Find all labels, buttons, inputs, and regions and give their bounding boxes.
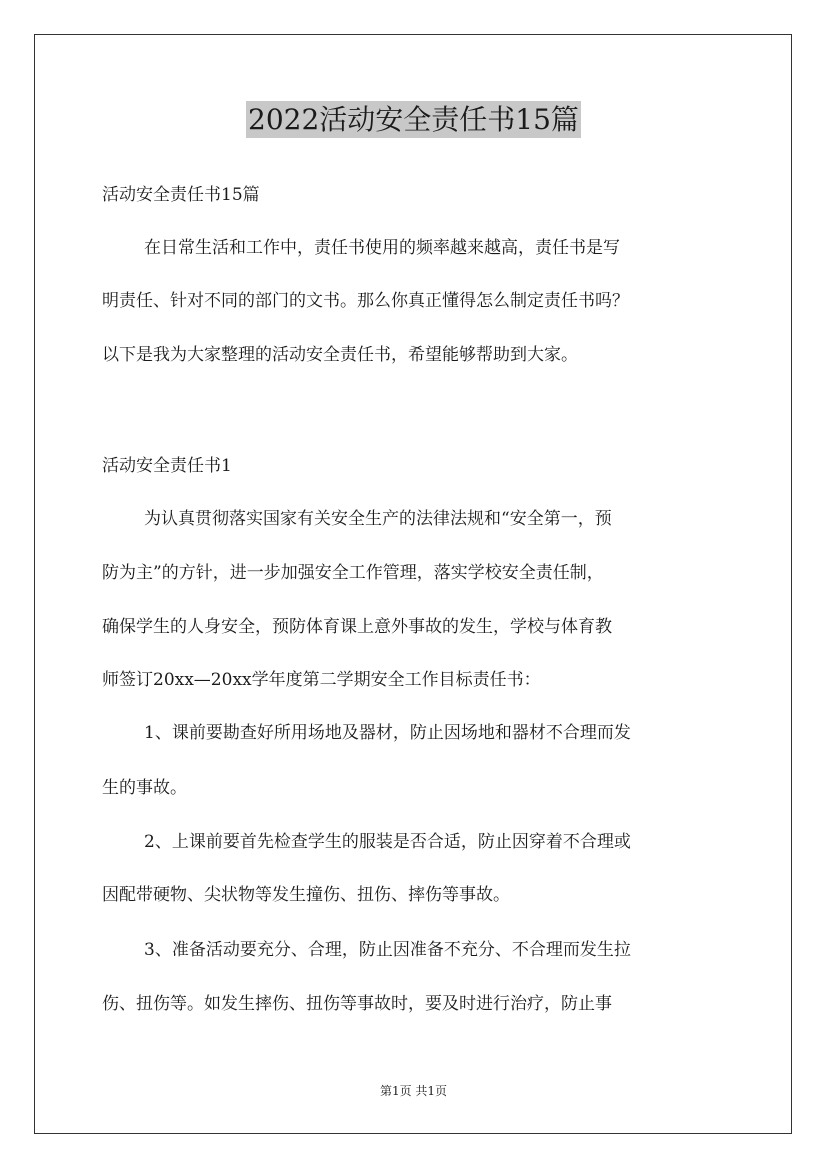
- body-line-1: 为认真贯彻落实国家有关安全生产的法律法规和“安全第一，预: [144, 509, 612, 529]
- body-line-8: 因配带硬物、尖状物等发生撞伤、扭伤、摔伤等事故。: [102, 885, 510, 905]
- body-line-4: 师签订20xx—20xx学年度第二学期安全工作目标责任书：: [102, 670, 541, 690]
- body-line-6: 生的事故。: [102, 778, 187, 798]
- section-heading: 活动安全责任书1: [102, 456, 232, 476]
- document-title-text: 2022活动安全责任书15篇: [248, 103, 579, 136]
- body-line-3: 确保学生的人身安全，预防体育课上意外事故的发生，学校与体育教: [102, 617, 612, 637]
- intro-line-3: 以下是我为大家整理的活动安全责任书，希望能够帮助到大家。: [102, 345, 578, 365]
- page-footer: 第1页 共1页: [379, 1084, 448, 1098]
- body-line-2: 防为主”的方针，进一步加强安全工作管理，落实学校安全责任制，: [102, 563, 604, 583]
- body-line-9: 3、准备活动要充分、合理，防止因准备不充分、不合理而发生拉: [144, 940, 631, 960]
- document-title: [0, 100, 827, 140]
- intro-line-2: 明责任、针对不同的部门的文书。那么你真正懂得怎么制定责任书吗？: [102, 291, 629, 311]
- body-line-10: 伤、扭伤等。如发生摔伤、扭伤等事故时，要及时进行治疗，防止事: [102, 994, 612, 1014]
- body-line-7: 2、上课前要首先检查学生的服装是否合适，防止因穿着不合理或: [144, 832, 631, 852]
- intro-line-1: 在日常生活和工作中，责任书使用的频率越来越高，责任书是写: [144, 238, 620, 258]
- document-subtitle: 活动安全责任书15篇: [102, 185, 260, 205]
- body-line-5: 1、课前要勘查好所用场地及器材，防止因场地和器材不合理而发: [144, 723, 631, 743]
